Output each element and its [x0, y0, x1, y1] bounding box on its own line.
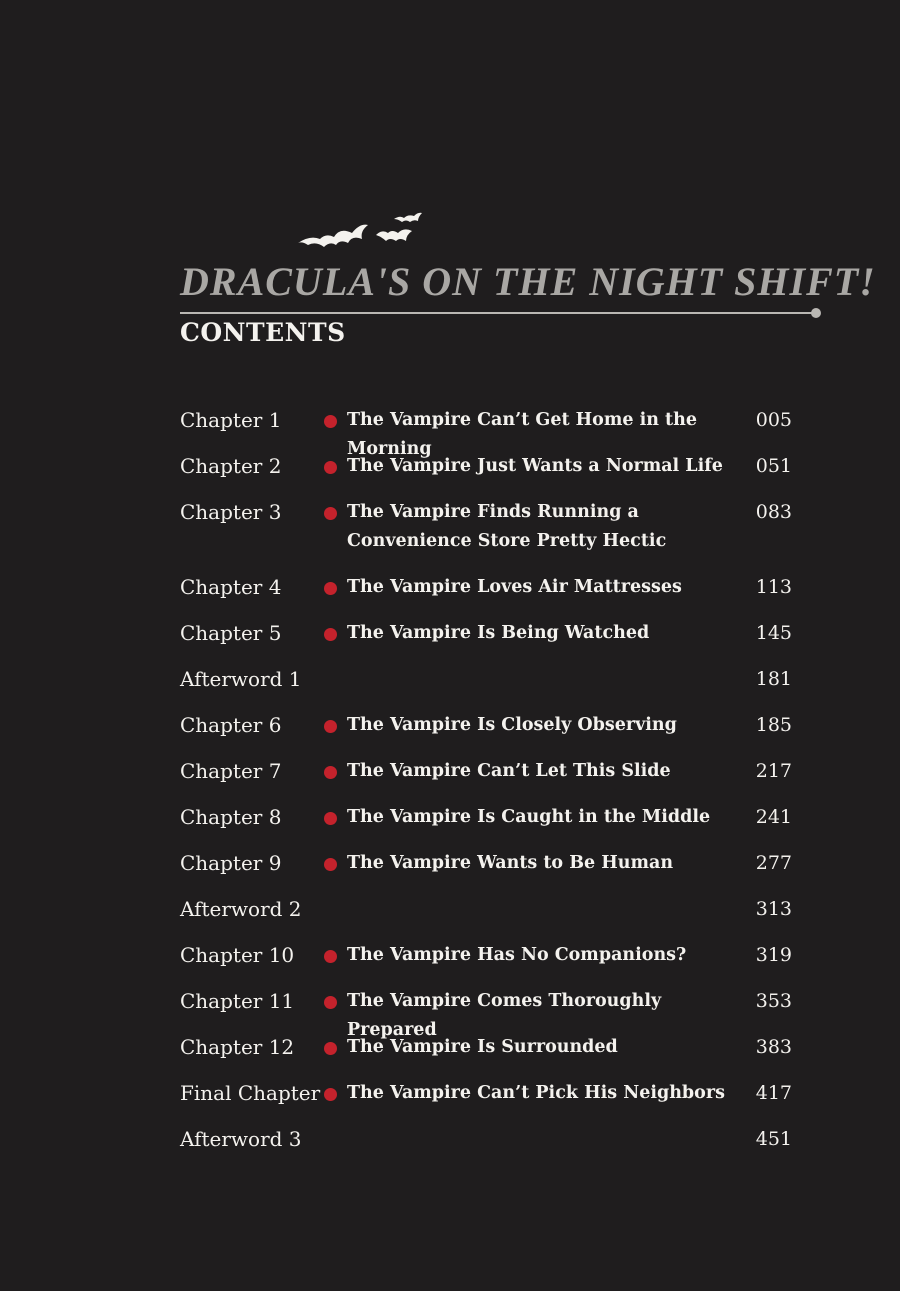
- toc-entry-label: Chapter 12: [180, 1035, 295, 1059]
- toc-entry-page: 113: [755, 576, 792, 598]
- toc-entry[interactable]: [180, 985, 792, 1040]
- bullet-icon: [324, 582, 337, 595]
- series-title-logo: DRACULA'S ON THE NIGHT SHIFT!: [180, 259, 876, 304]
- toc-entry-page: 145: [755, 622, 792, 644]
- bullet-icon: [324, 950, 337, 963]
- toc-entry-label: Chapter 6: [180, 713, 282, 737]
- toc-entry-title: The Vampire Wants to Be Human: [347, 853, 674, 873]
- toc-entry-title: The Vampire Loves Air Mattresses: [347, 577, 682, 597]
- divider-end-dot: [811, 308, 821, 318]
- toc-entry-title: The Vampire Is Caught in the Middle: [347, 807, 711, 827]
- toc-entry-title: The Vampire Comes Thoroughly Prepared: [347, 991, 662, 1040]
- toc-entry[interactable]: [180, 496, 792, 571]
- toc-entry-page: 353: [755, 990, 792, 1012]
- toc-entry[interactable]: [180, 801, 792, 847]
- toc-entry-title: The Vampire Is Surrounded: [347, 1037, 618, 1057]
- toc-entry[interactable]: [180, 893, 792, 939]
- bullet-icon: [324, 996, 337, 1009]
- toc-entry-page: 241: [755, 806, 792, 828]
- toc-entry-title: The Vampire Can’t Get Home in the Morning: [347, 410, 697, 459]
- toc-entry-title: The Vampire Can’t Let This Slide: [347, 761, 671, 781]
- toc-entry[interactable]: [180, 755, 792, 801]
- toc-entry-label: Chapter 11: [180, 989, 295, 1013]
- toc-entry[interactable]: [180, 450, 792, 496]
- bullet-icon: [324, 461, 337, 474]
- bullet-icon: [324, 720, 337, 733]
- toc-entry-label: Afterword 3: [180, 1127, 302, 1151]
- toc-entry-page: 005: [755, 409, 792, 431]
- toc-entry[interactable]: [180, 571, 792, 617]
- toc-entry[interactable]: [180, 1077, 792, 1123]
- toc-entry-page: 313: [755, 898, 792, 920]
- toc-entry-title: The Vampire Is Being Watched: [347, 623, 650, 643]
- toc-entry-label: Chapter 3: [180, 500, 282, 524]
- toc-entry[interactable]: [180, 617, 792, 663]
- toc-entry-label: Chapter 7: [180, 759, 282, 783]
- toc-entry-label: Afterword 1: [180, 667, 302, 691]
- toc-entry-label: Chapter 2: [180, 454, 282, 478]
- bats-icon: [290, 205, 430, 255]
- page-title: CONTENTS: [180, 318, 346, 347]
- toc-entry-page: 185: [755, 714, 792, 736]
- toc-entry-page: 319: [755, 944, 792, 966]
- toc-entry-title: The Vampire Can’t Pick His Neighbors: [347, 1083, 725, 1103]
- toc-entry-page: 051: [755, 455, 792, 477]
- bullet-icon: [324, 1042, 337, 1055]
- toc-entry-page: 383: [755, 1036, 792, 1058]
- toc-entry-label: Chapter 1: [180, 408, 282, 432]
- table-of-contents: [180, 404, 792, 1169]
- toc-entry-page: 417: [755, 1082, 792, 1104]
- toc-entry-title: The Vampire Just Wants a Normal Life: [347, 456, 723, 476]
- toc-entry[interactable]: [180, 847, 792, 893]
- toc-entry-label: Chapter 8: [180, 805, 282, 829]
- toc-entry-label: Final Chapter: [180, 1081, 321, 1105]
- bullet-icon: [324, 1088, 337, 1101]
- toc-entry-label: Chapter 5: [180, 621, 282, 645]
- toc-entry[interactable]: [180, 404, 792, 459]
- toc-entry-label: Chapter 9: [180, 851, 282, 875]
- toc-entry[interactable]: [180, 1123, 792, 1169]
- toc-entry-label: Chapter 4: [180, 575, 282, 599]
- toc-entry-title: The Vampire Finds Running a Convenience Store Pretty Hectic: [347, 502, 667, 551]
- toc-entry-page: 277: [755, 852, 792, 874]
- title-divider: [180, 312, 816, 314]
- toc-entry-page: 181: [755, 668, 792, 690]
- bullet-icon: [324, 766, 337, 779]
- toc-entry-label: Chapter 10: [180, 943, 295, 967]
- bullet-icon: [324, 812, 337, 825]
- bullet-icon: [324, 507, 337, 520]
- toc-entry-title: The Vampire Has No Companions?: [347, 945, 687, 965]
- toc-entry-page: 217: [755, 760, 792, 782]
- toc-entry[interactable]: [180, 1031, 792, 1077]
- toc-entry-label: Afterword 2: [180, 897, 302, 921]
- toc-entry[interactable]: [180, 939, 792, 985]
- toc-entry[interactable]: [180, 709, 792, 755]
- toc-entry-page: 451: [755, 1128, 792, 1150]
- bullet-icon: [324, 858, 337, 871]
- bullet-icon: [324, 415, 337, 428]
- toc-entry[interactable]: [180, 663, 792, 709]
- toc-entry-title: The Vampire Is Closely Observing: [347, 715, 677, 735]
- toc-entry-page: 083: [755, 501, 792, 523]
- bullet-icon: [324, 628, 337, 641]
